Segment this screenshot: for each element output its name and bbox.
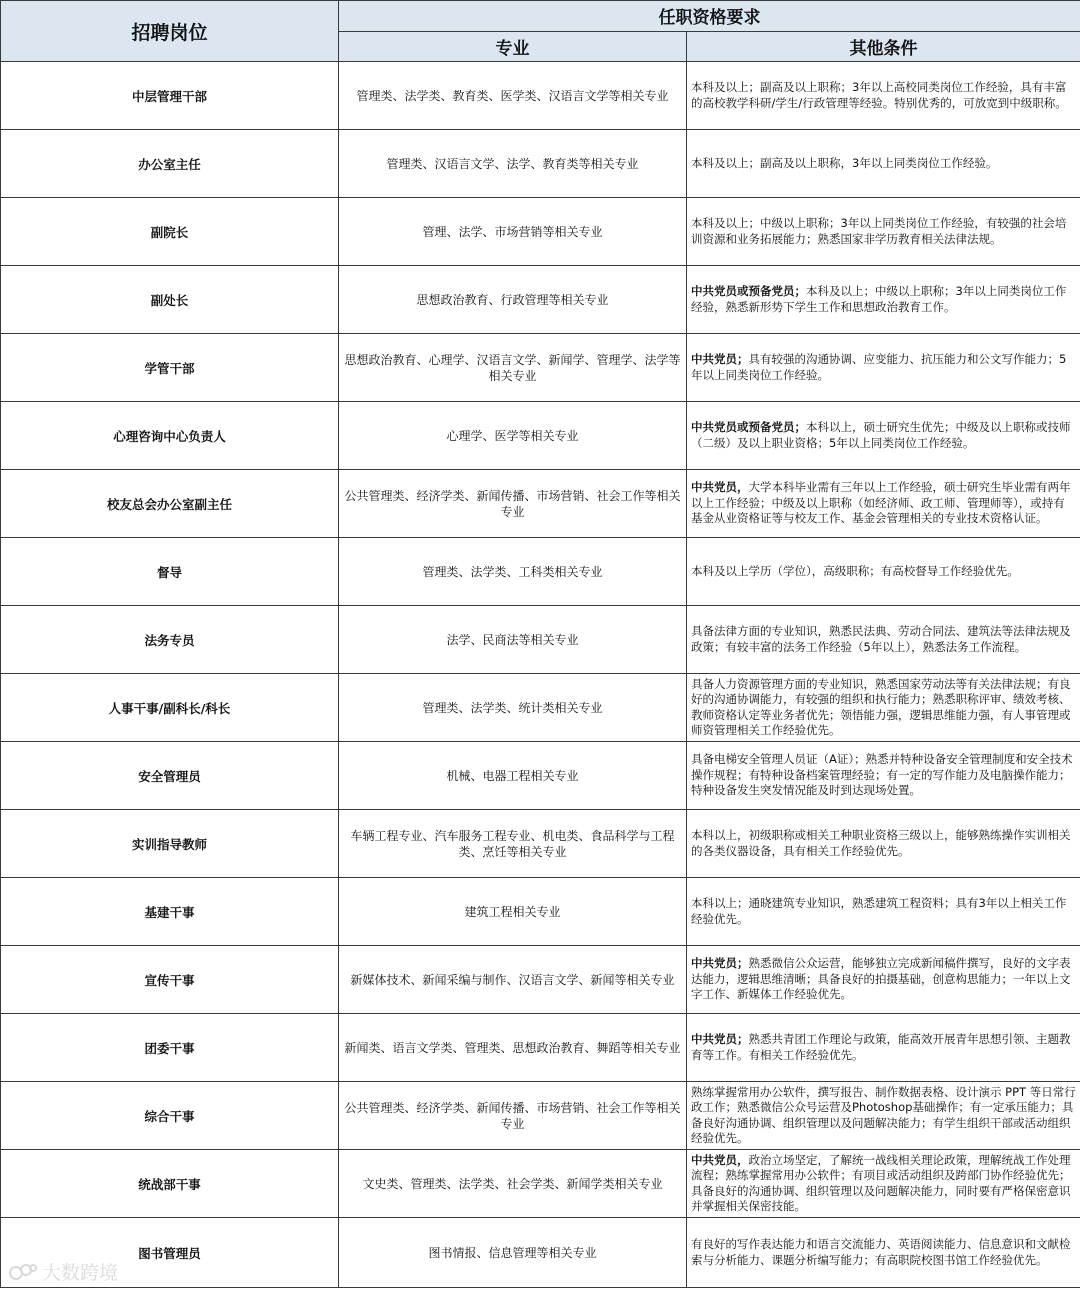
table-row — [1, 1014, 1080, 1082]
other-conditions-cell — [687, 878, 1080, 946]
other-conditions-cell — [687, 538, 1080, 606]
party-member-requirement: 中共党员； — [691, 956, 749, 971]
other-conditions-cell — [687, 810, 1080, 878]
major-cell: 管理类、汉语言文学、法学、教育类等相关专业 — [339, 130, 687, 198]
major-cell: 心理学、医学等相关专业 — [339, 402, 687, 470]
position-cell: 法务专员 — [1, 606, 339, 674]
major-cell: 公共管理类、经济学类、新闻传播、市场营销、社会工作等相关专业 — [339, 1082, 687, 1150]
position-cell: 基建干事 — [1, 878, 339, 946]
other-conditions-text: 熟练掌握常用办公软件，撰写报告、制作数据表格、设计演示 PPT 等日常行政工作；熟悉微信公众号运营及Photoshop基础操作；有一定承压能力；具备良好沟通协调、组织管理以及问题解决能力；有学生组织干部或活动组织经验优先。 — [691, 1084, 1076, 1145]
header-position: 招聘岗位 — [1, 1, 339, 62]
major-cell: 文史类、管理类、法学类、社会学类、新闻学类相关专业 — [339, 1150, 687, 1218]
header-qualifications: 任职资格要求 — [339, 1, 1080, 32]
watermark-text: 大数跨境 — [42, 1262, 119, 1284]
position-cell: 宣传干事 — [1, 946, 339, 1014]
header-major: 专业 — [339, 31, 687, 62]
watermark-logo-icon — [8, 1261, 38, 1283]
position-cell: 督导 — [1, 538, 339, 606]
other-conditions-text: 熟悉微信公众运营，能够独立完成新闻稿件撰写，良好的文字表达能力，逻辑思维清晰；具备良好的拍摄基础，创意构思能力；一年以上文字工作、新媒体工作经验优先。 — [691, 956, 1071, 1002]
position-cell: 统战部干事 — [1, 1150, 339, 1218]
position-cell: 校友总会办公室副主任 — [1, 470, 339, 538]
other-conditions-text: 熟悉共青团工作理论与政策，能高效开展青年思想引领、主题教育等工作。有相关工作经验优先。 — [691, 1032, 1071, 1062]
other-conditions-text: 具有较强的沟通协调、应变能力、抗压能力和公文写作能力；5年以上同类岗位工作经验。 — [691, 352, 1067, 382]
party-member-requirement: 中共党员， — [691, 1152, 749, 1167]
other-conditions-cell — [687, 1218, 1080, 1288]
table-row — [1, 742, 1080, 810]
other-conditions-text: 本科及以上；中级以上职称；3年以上同类岗位工作经验，有较强的社会培训资源和业务拓展能力；熟悉国家非学历教育相关法律法规。 — [691, 216, 1067, 246]
major-cell: 管理类、法学类、统计类相关专业 — [339, 674, 687, 742]
other-conditions-cell — [687, 1150, 1080, 1218]
table-row — [1, 946, 1080, 1014]
party-member-requirement: 中共党员； — [691, 1032, 749, 1046]
major-cell: 新闻类、语言文学类、管理类、思想政治教育、舞蹈等相关专业 — [339, 1014, 687, 1082]
major-cell: 图书情报、信息管理等相关专业 — [339, 1218, 687, 1288]
table-row — [1, 810, 1080, 878]
other-conditions-text: 具备人力资源管理方面的专业知识，熟悉国家劳动法等有关法律法规；有良好的沟通协调能力，有较强的组织和执行能力；熟悉职称评审、绩效考核、教师资格认定等业务者优先；领悟能力强，逻辑思维能力强，有人事管理或师资管理相关工作经验优先。 — [691, 676, 1071, 737]
position-cell: 心理咨询中心负责人 — [1, 402, 339, 470]
table-row — [1, 1082, 1080, 1150]
table-row — [1, 334, 1080, 402]
table-row — [1, 538, 1080, 606]
position-cell: 办公室主任 — [1, 130, 339, 198]
other-conditions-cell — [687, 266, 1080, 334]
other-conditions-cell — [687, 1014, 1080, 1082]
other-conditions-cell — [687, 674, 1080, 742]
watermark — [8, 1258, 118, 1285]
major-cell: 公共管理类、经济学类、新闻传播、市场营销、社会工作等相关专业 — [339, 470, 687, 538]
other-conditions-cell — [687, 946, 1080, 1014]
table-row — [1, 266, 1080, 334]
major-cell: 管理类、法学类、工科类相关专业 — [339, 538, 687, 606]
major-cell: 管理、法学、市场营销等相关专业 — [339, 198, 687, 266]
major-cell: 法学、民商法等相关专业 — [339, 606, 687, 674]
other-conditions-text: 本科以上，初级职称或相关工种职业资格三级以上，能够熟练操作实训相关的各类仪器设备，具有相关工作经验优先。 — [691, 828, 1071, 858]
position-cell: 综合干事 — [1, 1082, 339, 1150]
other-conditions-text: 本科及以上；副高及以上职称，3年以上同类岗位工作经验。 — [691, 155, 998, 170]
table-row — [1, 1218, 1080, 1288]
party-member-requirement: 中共党员， — [691, 480, 749, 495]
other-conditions-text: 大学本科毕业需有三年以上工作经验，硕士研究生毕业需有两年以上工作经验；中级及以上职称（如经济师、政工师、管理师等），或持有基金从业资格证等与校友工作、基金会管理相关的专业技术资格认证。 — [691, 480, 1071, 526]
table-row — [1, 402, 1080, 470]
other-conditions-text: 本科及以上；副高及以上职称；3年以上高校同类岗位工作经验，具有丰富的高校教学科研/学生/行政管理等经验。特别优秀的，可放宽到中级职称。 — [691, 80, 1067, 110]
table-row — [1, 62, 1080, 130]
other-conditions-text: 本科及以上学历（学位），高级职称；有高校督导工作经验优先。 — [691, 563, 1019, 578]
major-cell: 新媒体技术、新闻采编与制作、汉语言文学、新闻等相关专业 — [339, 946, 687, 1014]
position-cell: 副处长 — [1, 266, 339, 334]
other-conditions-text: 具备电梯安全管理人员证（A证）；熟悉并特种设备安全管理制度和安全技术操作规程；有特种设备档案管理经验；有一定的写作能力及电脑操作能力；特种设备发生突发情况能及时到达现场处置。 — [691, 752, 1073, 798]
major-cell: 建筑工程相关专业 — [339, 878, 687, 946]
other-conditions-text: 本科及以上；中级以上职称；3年以上同类岗位工作经验，熟悉新形势下学生工作和思想政治教育工作。 — [691, 284, 1067, 314]
position-cell: 安全管理员 — [1, 742, 339, 810]
table-row — [1, 878, 1080, 946]
table-row — [1, 198, 1080, 266]
table-row — [1, 1150, 1080, 1218]
position-cell: 团委干事 — [1, 1014, 339, 1082]
table-row — [1, 674, 1080, 742]
other-conditions-cell — [687, 198, 1080, 266]
other-conditions-cell — [687, 62, 1080, 130]
major-cell: 机械、电器工程相关专业 — [339, 742, 687, 810]
position-cell: 学管干部 — [1, 334, 339, 402]
table-body — [1, 62, 1080, 1288]
other-conditions-text: 本科以上；通晓建筑专业知识，熟悉建筑工程资料；具有3年以上相关工作经验优先。 — [691, 896, 1067, 926]
table-row — [1, 470, 1080, 538]
position-cell: 图书管理员 — [1, 1218, 339, 1288]
major-cell: 管理类、法学类、教育类、医学类、汉语言文学等相关专业 — [339, 62, 687, 130]
other-conditions-text: 有良好的写作表达能力和语言交流能力、英语阅读能力、信息意识和文献检索与分析能力、课题分析编写能力；有高职院校图书馆工作经验优先。 — [691, 1237, 1071, 1267]
table-row — [1, 606, 1080, 674]
party-member-requirement: 中共党员或预备党员； — [691, 420, 806, 434]
other-conditions-cell — [687, 742, 1080, 810]
position-cell: 实训指导教师 — [1, 810, 339, 878]
other-conditions-cell — [687, 1082, 1080, 1150]
table-row — [1, 130, 1080, 198]
other-conditions-cell — [687, 402, 1080, 470]
position-cell: 中层管理干部 — [1, 62, 339, 130]
party-member-requirement: 中共党员； — [691, 352, 749, 366]
other-conditions-text: 本科以上，硕士研究生优先；中级及以上职称或技师（二级）及以上职业资格；5年以上同类岗位工作经验。 — [691, 420, 1071, 450]
position-cell: 人事干事/副科长/科长 — [1, 674, 339, 742]
other-conditions-cell — [687, 470, 1080, 538]
major-cell: 车辆工程专业、汽车服务工程专业、机电类、食品科学与工程类、烹饪等相关专业 — [339, 810, 687, 878]
other-conditions-cell — [687, 606, 1080, 674]
header-other: 其他条件 — [687, 31, 1080, 62]
other-conditions-cell — [687, 334, 1080, 402]
other-conditions-text: 具备法律方面的专业知识，熟悉民法典、劳动合同法、建筑法等法律法规及政策；有较丰富的法务工作经验（5年以上），熟悉法务工作流程。 — [691, 624, 1071, 654]
position-cell: 副院长 — [1, 198, 339, 266]
other-conditions-cell — [687, 130, 1080, 198]
other-conditions-text: 政治立场坚定，了解统一战线相关理论政策，理解统战工作处理流程；熟练掌握常用办公软件；有项目或活动组织及跨部门协作经验优先；具备良好的沟通协调、组织管理以及问题解决能力，同时要有严格保密意识并掌握相关保密技能。 — [691, 1152, 1071, 1213]
party-member-requirement: 中共党员或预备党员； — [691, 284, 806, 298]
major-cell: 思想政治教育、行政管理等相关专业 — [339, 266, 687, 334]
major-cell: 思想政治教育、心理学、汉语言文学、新闻学、管理学、法学等相关专业 — [339, 334, 687, 402]
